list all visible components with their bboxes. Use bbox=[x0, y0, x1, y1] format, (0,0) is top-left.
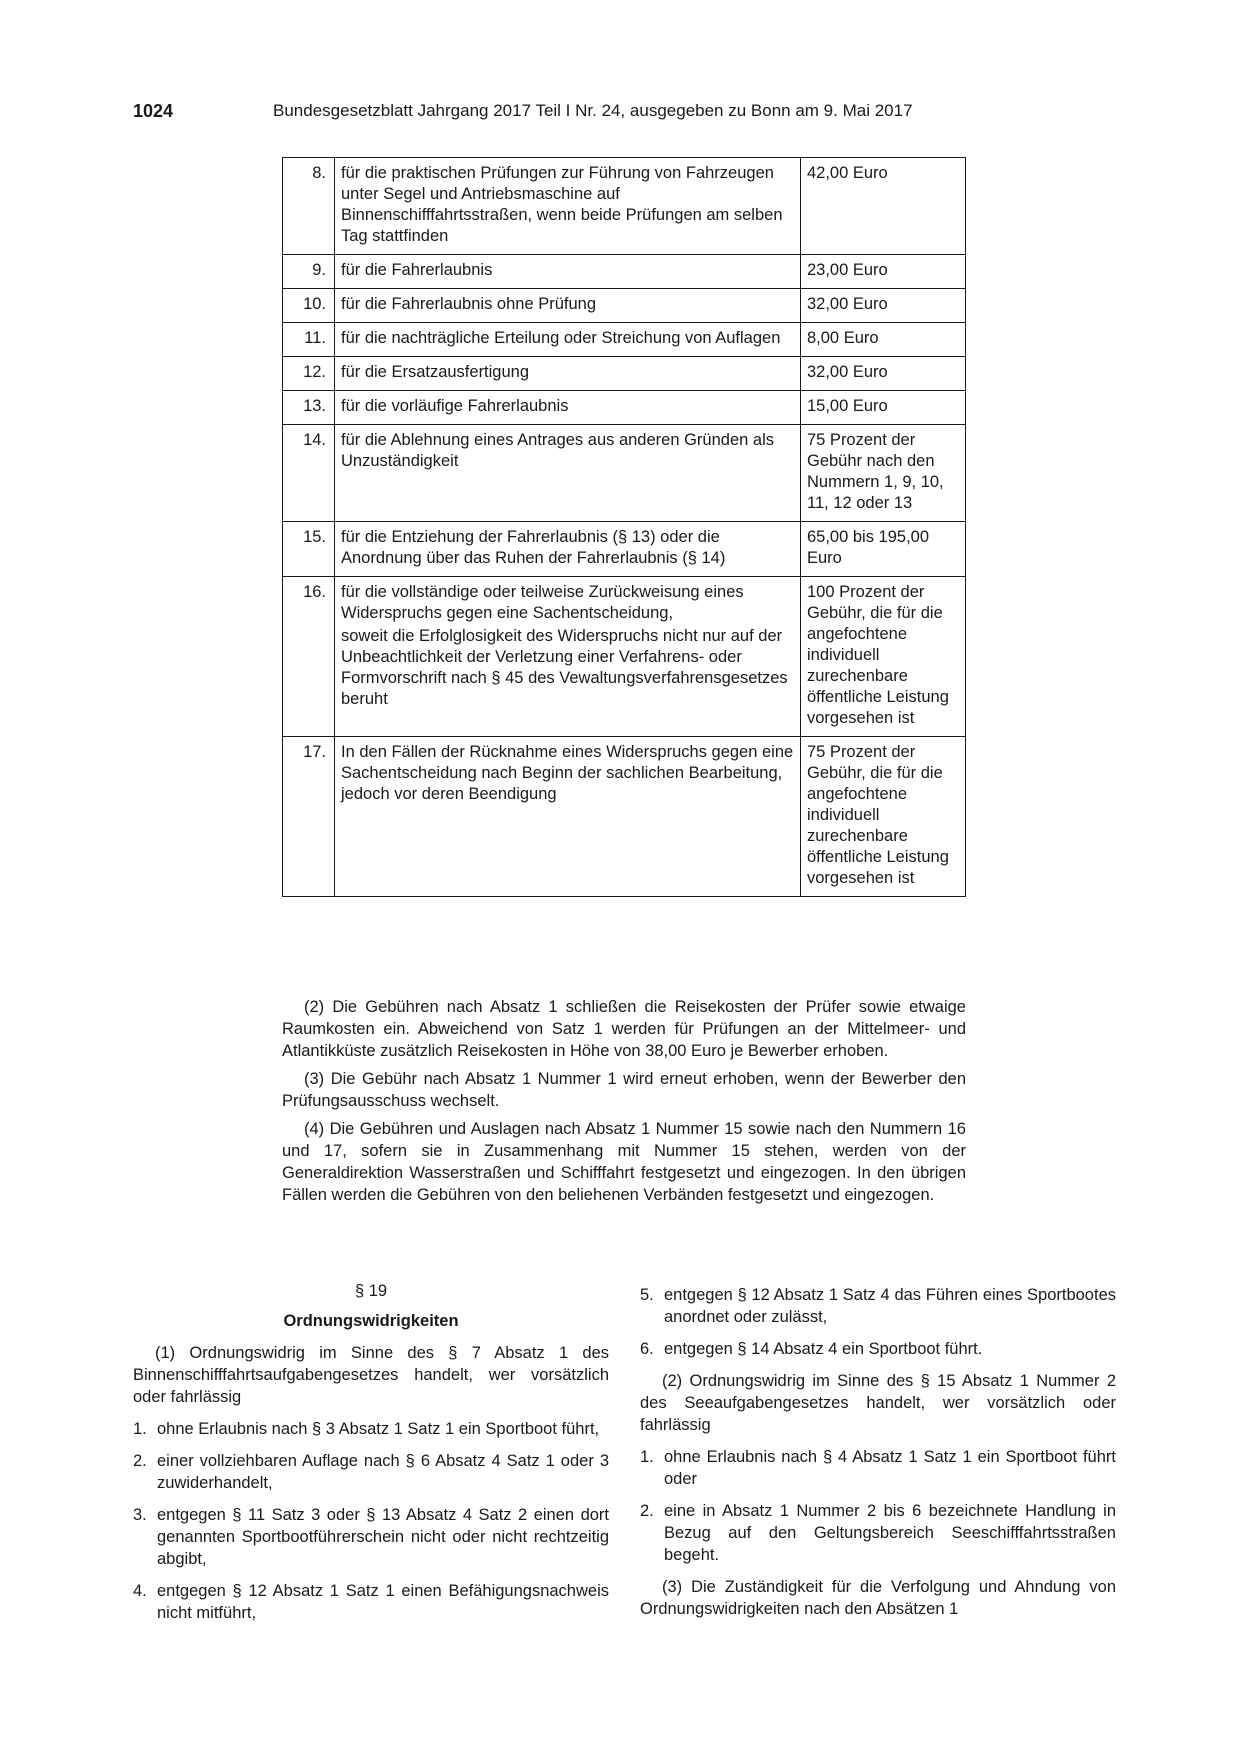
table-row bbox=[283, 323, 966, 357]
row-fee: 8,00 Euro bbox=[801, 323, 966, 357]
table-row bbox=[283, 425, 966, 522]
row-fee: 32,00 Euro bbox=[801, 289, 966, 323]
offence-list-1 bbox=[133, 1418, 609, 1624]
offence-list-2 bbox=[640, 1446, 1116, 1566]
list-item: 3. entgegen § 11 Satz 3 oder § 13 Absatz 4 Satz 2 einen dort genannten Sportbootführerschein nicht oder nicht rechtzeitig abgibt, bbox=[133, 1506, 609, 1568]
row-fee: 15,00 Euro bbox=[801, 391, 966, 425]
description-text: für die vollständige oder teilweise Zurückweisung eines Widerspruchs gegen eine Sachentscheidung, bbox=[341, 583, 744, 622]
description-text: für die praktischen Prüfungen zur Führung von Fahrzeugen unter Segel und Antriebsmaschine auf Binnenschifffahrtsstraßen, wenn beide Prüfungen am selben Tag stattfinden bbox=[341, 164, 783, 245]
table-row bbox=[283, 577, 966, 737]
row-number: 13. bbox=[283, 391, 335, 425]
row-fee: 32,00 Euro bbox=[801, 357, 966, 391]
row-fee: 65,00 bis 195,00 Euro bbox=[801, 522, 966, 577]
row-number: 9. bbox=[283, 255, 335, 289]
list-item: 1. ohne Erlaubnis nach § 4 Absatz 1 Satz 1 ein Sportboot führt oder bbox=[640, 1448, 1116, 1488]
description-text: für die Ablehnung eines Antrages aus anderen Gründen als Unzuständigkeit bbox=[341, 431, 774, 470]
right-column bbox=[640, 1284, 1116, 1630]
description-text: In den Fällen der Rücknahme eines Widerspruchs gegen eine Sachentscheidung nach Beginn der sachlichen Bearbeitung, jedoch vor deren Beendigung bbox=[341, 743, 794, 803]
offence-list-1-continued bbox=[640, 1284, 1116, 1360]
fee-table bbox=[282, 157, 966, 897]
row-description bbox=[335, 323, 801, 357]
description-text: für die Ersatzausfertigung bbox=[341, 363, 530, 381]
row-number: 14. bbox=[283, 425, 335, 522]
list-item: 1. ohne Erlaubnis nach § 3 Absatz 1 Satz 1 ein Sportboot führt, bbox=[133, 1420, 600, 1438]
row-fee: 100 Prozent der Gebühr, die für die angefochtene individuell zurechenbare öffentliche Leistung vorgesehen ist bbox=[801, 577, 966, 737]
row-number: 17. bbox=[283, 737, 335, 897]
row-fee: 75 Prozent der Gebühr nach den Nummern 1, 9, 10, 11, 12 oder 13 bbox=[801, 425, 966, 522]
table-row bbox=[283, 158, 966, 255]
row-fee: 75 Prozent der Gebühr, die für die angefochtene individuell zurechenbare öffentliche Leistung vorgesehen ist bbox=[801, 737, 966, 897]
description-text: für die Fahrerlaubnis ohne Prüfung bbox=[341, 295, 596, 313]
section-paragraph-2: (2) Ordnungswidrig im Sinne des § 15 Absatz 1 Nummer 2 des Seeaufgabengesetzes handelt, wer vorsätzlich oder fahrlässig bbox=[640, 1372, 1116, 1434]
row-description bbox=[335, 522, 801, 577]
table-row bbox=[283, 391, 966, 425]
row-description bbox=[335, 737, 801, 897]
row-number: 10. bbox=[283, 289, 335, 323]
table-row bbox=[283, 289, 966, 323]
table-row bbox=[283, 522, 966, 577]
paragraph-4: (4) Die Gebühren und Auslagen nach Absatz 1 Nummer 15 sowie nach den Nummern 16 und 17, sofern sie in Zusammenhang mit Nummer 15 stehen, werden von der Generaldirektion Wasserstraßen und Schifffahrt festgesetzt und eingezogen. In den übrigen Fällen werden die Gebühren von den beliehenen Verbänden festgesetzt und eingezogen. bbox=[282, 1120, 966, 1204]
row-description bbox=[335, 357, 801, 391]
row-fee: 42,00 Euro bbox=[801, 158, 966, 255]
left-column bbox=[133, 1280, 609, 1634]
list-item: 4. entgegen § 12 Absatz 1 Satz 1 einen Befähigungsnachweis nicht mitführt, bbox=[133, 1582, 609, 1622]
row-number: 16. bbox=[283, 577, 335, 737]
row-number: 8. bbox=[283, 158, 335, 255]
section-paragraph-1: (1) Ordnungswidrig im Sinne des § 7 Absatz 1 des Binnenschifffahrtsaufgabengesetzes handelt, wer vorsätzlich oder fahrlässig bbox=[133, 1344, 609, 1406]
row-description bbox=[335, 289, 801, 323]
gazette-title: Bundesgesetzblatt Jahrgang 2017 Teil I Nr. 24, ausgegeben zu Bonn am 9. Mai 2017 bbox=[273, 101, 913, 120]
fee-paragraphs bbox=[282, 996, 966, 1212]
section-title: Ordnungswidrigkeiten bbox=[283, 1312, 459, 1330]
table-row bbox=[283, 357, 966, 391]
row-description bbox=[335, 158, 801, 255]
row-number: 12. bbox=[283, 357, 335, 391]
table-row bbox=[283, 737, 966, 897]
paragraph-3: (3) Die Gebühr nach Absatz 1 Nummer 1 wird erneut erhoben, wenn der Bewerber den Prüfungsausschuss wechselt. bbox=[282, 1070, 966, 1110]
description-text: für die Fahrerlaubnis bbox=[341, 261, 493, 279]
description-text: soweit die Erfolglosigkeit des Widerspruchs nicht nur auf der Unbeachtlichkeit der Verletzung einer Verfahrens- oder Formvorschrift nach § 45 des Vewaltungsverfahrensgesetzes beruht bbox=[341, 627, 788, 708]
row-description bbox=[335, 255, 801, 289]
row-description bbox=[335, 391, 801, 425]
row-number: 11. bbox=[283, 323, 335, 357]
section-paragraph-3: (3) Die Zuständigkeit für die Verfolgung und Ahndung von Ordnungswidrigkeiten nach den Absätzen 1 bbox=[640, 1578, 1116, 1618]
row-number: 15. bbox=[283, 522, 335, 577]
list-item: 2. eine in Absatz 1 Nummer 2 bis 6 bezeichnete Handlung in Bezug auf den Geltungsbereich Seeschifffahrtsstraßen begeht. bbox=[640, 1502, 1116, 1564]
paragraph-2: (2) Die Gebühren nach Absatz 1 schließen die Reisekosten der Prüfer sowie etwaige Raumkosten ein. Abweichend von Satz 1 werden für Prüfungen an der Mittelmeer- und Atlantikküste zusätzlich Reisekosten in Höhe von 38,00 Euro je Bewerber erhoben. bbox=[282, 998, 966, 1060]
row-description bbox=[335, 577, 801, 737]
list-item: 5. entgegen § 12 Absatz 1 Satz 4 das Führen eines Sportbootes anordnet oder zulässt, bbox=[640, 1286, 1116, 1326]
row-description bbox=[335, 425, 801, 522]
list-item: 6. entgegen § 14 Absatz 4 ein Sportboot führt. bbox=[640, 1340, 983, 1358]
row-fee: 23,00 Euro bbox=[801, 255, 966, 289]
list-item: 2. einer vollziehbaren Auflage nach § 6 Absatz 4 Satz 1 oder 3 zuwiderhandelt, bbox=[133, 1452, 609, 1492]
description-text: für die nachträgliche Erteilung oder Streichung von Auflagen bbox=[341, 329, 781, 347]
table-row bbox=[283, 255, 966, 289]
description-text: für die vorläufige Fahrerlaubnis bbox=[341, 397, 569, 415]
description-text: für die Entziehung der Fahrerlaubnis (§ 13) oder die Anordnung über das Ruhen der Fahrerlaubnis (§ 14) bbox=[341, 528, 726, 567]
page-number: 1024 bbox=[133, 101, 174, 121]
section-number: § 19 bbox=[354, 1282, 388, 1300]
